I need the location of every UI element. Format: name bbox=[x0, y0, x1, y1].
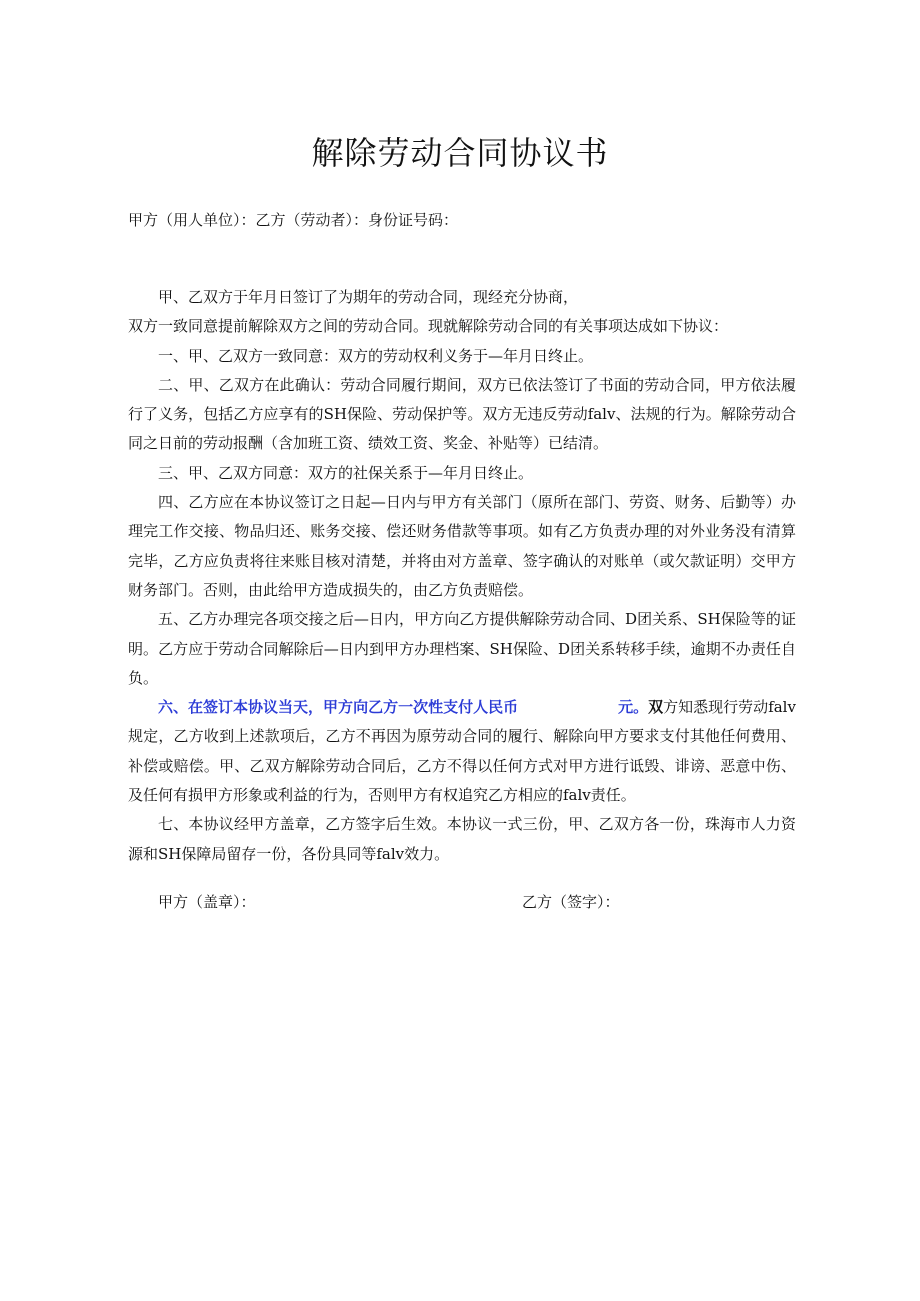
clause-6-payment-text: 六、在签订本协议当天，甲方向乙方一次性支付人民币 bbox=[158, 698, 519, 717]
clause-4: 四、乙方应在本协议签订之日起—日内与甲方有关部门（原所在部门、劳资、财务、后勤等）办理完工作交接、物品归还、账务交接、偿还财务借款等事项。如有乙方负责办理的对外业务没有清算完毕，乙方应负责将往来账目核对清楚，并将由对方盖章、签字确认的对账单（或欠款证明）交甲方财务部门。否则，由此给甲方造成损失的，由乙方负责赔偿。 bbox=[128, 493, 796, 599]
clause-6-currency-unit: 元。 bbox=[618, 698, 649, 717]
party-a-seal-label: 甲方（盖章）： bbox=[158, 893, 256, 911]
clause-6 bbox=[128, 693, 796, 810]
party-b-signature-label: 乙方（签字）： bbox=[522, 893, 620, 911]
clause-1: 一、甲、乙双方一致同意：双方的劳动权利义务于—年月日终止。 bbox=[158, 346, 594, 365]
parties-line: 甲方（用人单位）：乙方（劳动者）：身份证号码： bbox=[128, 211, 459, 229]
intro-line-2: 双方一致同意提前解除双方之间的劳动合同。现就解除劳动合同的有关事项达成如下协议： bbox=[128, 317, 729, 336]
agreement-body bbox=[128, 283, 796, 869]
clause-7: 七、本协议经甲方盖章，乙方签字后生效。本协议一式三份，甲、乙双方各一份，珠海市人力资源和SH保障局留存一份，各份具同等falv效力。 bbox=[128, 815, 796, 863]
clause-6-rest: 方知悉现行劳动falv规定，乙方收到上述款项后，乙方不再因为原劳动合同的履行、解除向甲方要求支付其他任何费用、补偿或赔偿。甲、乙双方解除劳动合同后，乙方不得以任何方式对甲方进行诋毁、诽谤、恶意中伤、及任何有损甲方形象或利益的行为，否则甲方有权追究乙方相应的falv责任。 bbox=[128, 698, 796, 805]
clause-5: 五、乙方办理完各项交接之后—日内，甲方向乙方提供解除劳动合同、D团关系、SH保险等的证明。乙方应于劳动合同解除后—日内到甲方办理档案、SH保险、D团关系转移手续，逾期不办责任自负。 bbox=[128, 610, 796, 687]
clause-3: 三、甲、乙双方同意：双方的社保关系于—年月日终止。 bbox=[158, 463, 534, 482]
clause-6-bold-char: 双 bbox=[648, 698, 664, 717]
intro-line-1: 甲、乙双方于年月日签订了为期年的劳动合同，现经充分协商， bbox=[158, 288, 579, 306]
document-title: 解除劳动合同协议书 bbox=[311, 134, 609, 173]
clause-2: 二、甲、乙双方在此确认：劳动合同履行期间，双方已依法签订了书面的劳动合同，甲方依法履行了义务，包括乙方应享有的SH保险、劳动保护等。双方无违反劳动falv、法规的行为。解除劳动合同之日前的劳动报酬（含加班工资、绩效工资、奖金、补贴等）已结清。 bbox=[128, 375, 796, 453]
